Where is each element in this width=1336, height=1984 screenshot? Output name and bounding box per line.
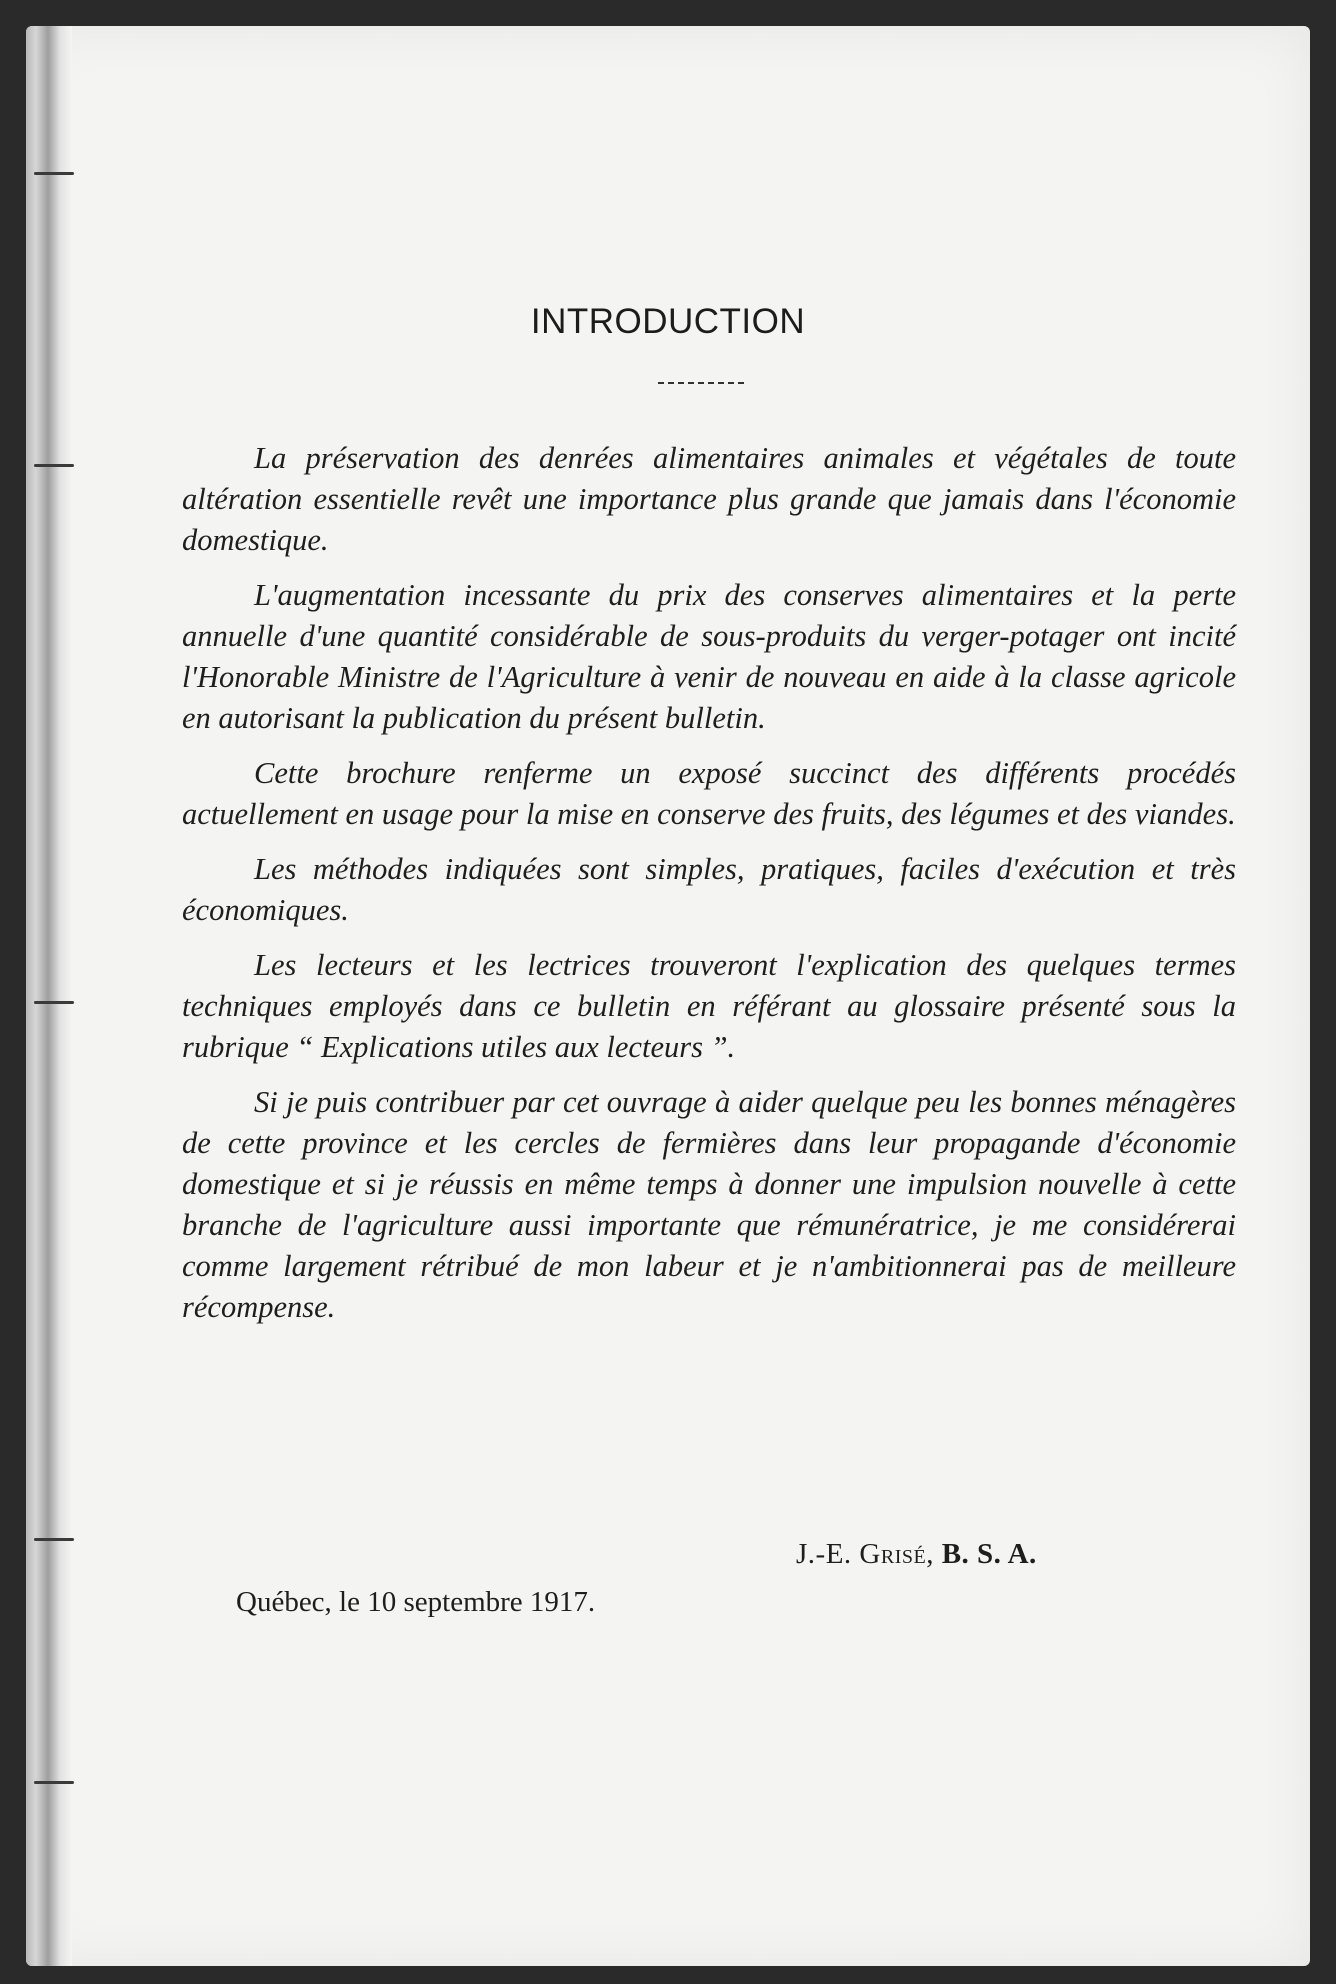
author-signature: [796, 1538, 1037, 1571]
introduction-body: [182, 438, 1236, 1342]
dateline: Québec, le 10 septembre 1917.: [236, 1586, 596, 1618]
author-name: J.-E. Grisé,: [796, 1538, 934, 1570]
paragraph: L'augmentation incessante du prix des conserves alimentaires et la perte annuelle d'une quantité considérable de sous-produits du verger-potager ont incité l'Honorable Ministre de l'Agriculture à venir de nouveau en aide à la classe agricole en autorisant la publication du présent bulletin.: [182, 578, 1236, 735]
author-credentials: B. S. A.: [941, 1538, 1037, 1570]
page-title: INTRODUCTION: [530, 302, 806, 341]
paragraph: Cette brochure renferme un exposé succinct des différents procédés actuellement en usage pour la mise en conserve des fruits, des légumes et des viandes.: [182, 756, 1236, 831]
paragraph: La préservation des denrées alimentaires animales et végétales de toute altération essentielle revêt une importance plus grande que jamais dans l'économie domestique.: [182, 441, 1236, 557]
paragraph: Les méthodes indiquées sont simples, pratiques, faciles d'exécution et très économiques.: [182, 852, 1236, 927]
binding-stitch: [34, 464, 74, 467]
paragraph: Les lecteurs et les lectrices trouveront l'explication des quelques termes techniques employés dans ce bulletin en référant au glossaire présenté sous la rubrique “ Explications utiles aux lecteurs ”.: [182, 948, 1236, 1064]
binding-stitch: [34, 1001, 74, 1004]
paragraph: Si je puis contribuer par cet ouvrage à aider quelque peu les bonnes ménagères de cette province et les cercles de fermières dans leur propagande d'économie domestique et si je réussis en même temps à donner une impulsion nouvelle à cette branche de l'agriculture aussi importante que rémunératrice, je me considérerai comme largement rétribué de mon labeur et je n'ambitionnerai pas de meilleure récompense.: [182, 1085, 1236, 1324]
binding-stitch: [34, 1781, 74, 1784]
binding-stitch: [34, 1538, 74, 1541]
document-page: [26, 26, 1310, 1966]
title-rule: [658, 382, 744, 384]
binding-stitch: [34, 172, 74, 175]
